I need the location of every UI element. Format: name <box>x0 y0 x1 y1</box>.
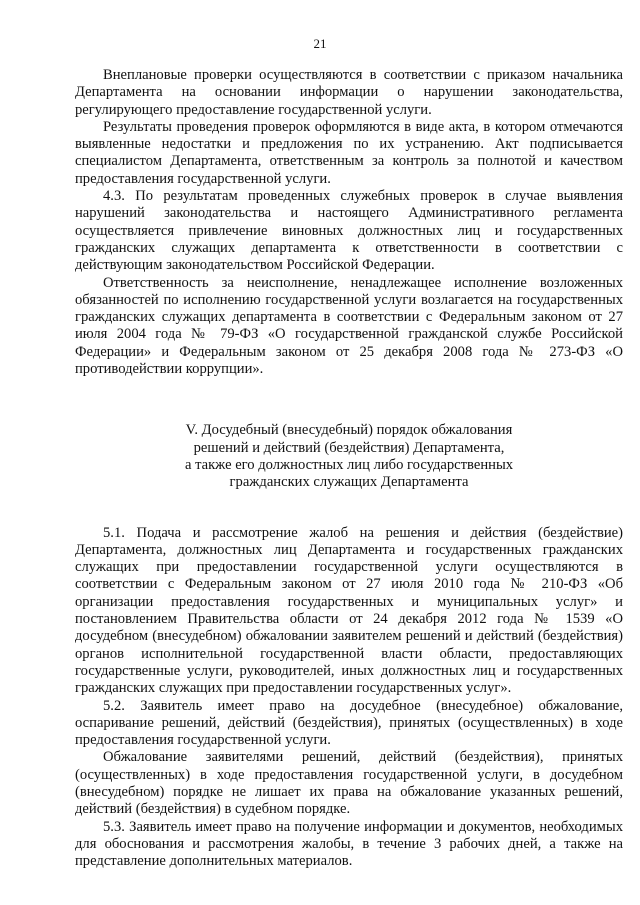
page-number: 21 <box>313 36 327 51</box>
paragraph-5-1: 5.1. Подача и рассмотрение жалоб на решения и действия (бездействие) Департамента, должностных лиц Департамента и государственных гражданских служащих при предоставлении государственной услуги осуществляются в соответствии с Федеральным законом от 27 июля 2010 года № 210-ФЗ «Об организации предоставления государственных и муниципальных услуг» и постановлением Правительства области от 24 декабря 2012 года № 1539 «О досудебном (внесудебном) обжаловании заявителем решений и действий (бездействия) органов исполнительной государственной власти области, предоставляющих государственные услуги, руководителей, иных должностных лиц и государственных гражданских служащих при предоставлении государственных услуг». <box>75 524 623 697</box>
paragraph-unscheduled-inspections: Внеплановые проверки осуществляются в соответствии с приказом начальника Департамента на основании информации о нарушении законодательства, регулирующего предоставление государственной услуги. <box>75 67 623 118</box>
section-heading-line: V. Досудебный (внесудебный) порядок обжалования <box>185 422 513 439</box>
section-heading <box>75 422 623 491</box>
section-heading-line: решений и действий (бездействия) Департамента, <box>193 439 505 456</box>
paragraph-inspection-results: Результаты проведения проверок оформляются в виде акта, в котором отмечаются выявленные недостатки и предложения по их устранению. Акт подписывается специалистом Департамента, ответственным за контроль за полнотой и качеством предоставления государственной услуги. <box>75 118 623 187</box>
paragraph-responsibility: Ответственность за неисполнение, ненадлежащее исполнение возложенных обязанностей по исполнению государственной услуги возлагается на государственных гражданских служащих департамента в соответствии с Федеральным законом от 27 июля 2004 года № 79-ФЗ «О государственной гражданской службе Российской Федерации» и Федеральным законом от 25 декабря 2008 года № 273-ФЗ «О противодействии коррупции». <box>75 274 623 378</box>
paragraph-5-2: 5.2. Заявитель имеет право на досудебное (внесудебное) обжалование, оспаривание решений, действий (бездействия), принятых (осуществленных) в ходе предоставления государственной услуги. <box>75 697 623 749</box>
paragraph-4-3: 4.3. По результатам проведенных служебных проверок в случае выявления нарушений законодательства и настоящего Административного регламента осуществляется привлечение виновных должностных лиц и государственных гражданских служащих департамента к ответственности в соответствии с действующим законодательством Российской Федерации. <box>75 188 623 274</box>
paragraph-5-3: 5.3. Заявитель имеет право на получение информации и документов, необходимых для обоснования и рассмотрения жалобы, в течение 3 рабочих дней, а также на представление дополнительных материалов. <box>75 818 623 870</box>
section-heading-line: а также его должностных лиц либо государственных <box>184 456 514 473</box>
paragraph-appeal-in-court: Обжалование заявителями решений, действий (бездействия), принятых (осуществленных) в ходе предоставления государственной услуги, в досудебном (внесудебном) порядке не лишает их права на обжалование указанных решений, действий (бездействия) в судебном порядке. <box>75 749 623 818</box>
document-body <box>75 67 623 870</box>
section-heading-line: гражданских служащих Департамента <box>229 474 469 491</box>
